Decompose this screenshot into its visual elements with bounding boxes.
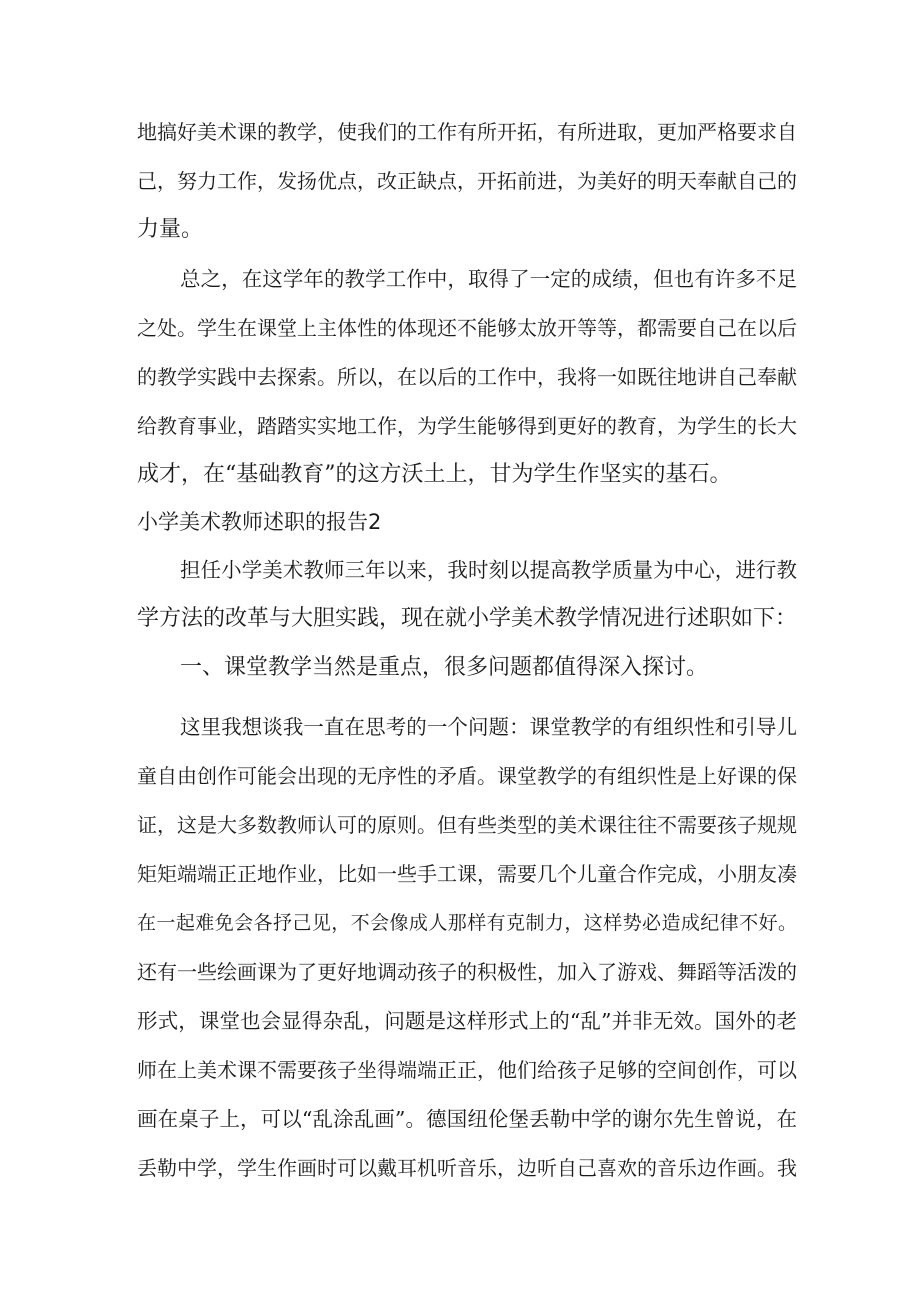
p5-line-3: 证，这是大多数教师认可的原则。但有些类型的美术课往往不需要孩子规规: [137, 813, 797, 837]
p5-line-9: 画在桌子上，可以“乱涂乱画”。德国纽伦堡丢勒中学的谢尔先生曾说，在: [137, 1107, 797, 1131]
p5-line-5: 在一起难免会各抒己见，不会像成人那样有克制力，这样势必造成纪律不好。: [137, 912, 797, 934]
p5-line-4: 矩矩端端正正地作业，比如一些手工课，需要几个儿童合作完成，小朋友凑: [137, 862, 797, 886]
p5-line-8: 师在上美术课不需要孩子坐得端端正正，他们给孩子足够的空间创作，可以: [137, 1058, 797, 1082]
p2-line-1: 总之，在这学年的教学工作中，取得了一定的成绩，但也有许多不足: [180, 267, 797, 291]
p3-line-1: 担任小学美术教师三年以来，我时刻以提高教学质量为中心，进行教: [180, 558, 797, 582]
p5-line-7: 形式，课堂也会显得杂乱，问题是这样形式上的“乱”并非无效。国外的老: [137, 1009, 797, 1033]
p5-line-6: 还有一些绘画课为了更好地调动孩子的积极性，加入了游戏、舞蹈等活泼的: [137, 960, 797, 984]
p4-line-1: 一、课堂教学当然是重点，很多问题都值得深入探讨。: [180, 655, 709, 680]
p2-line-2: 之处。学生在课堂上主体性的体现还不能够太放开等等，都需要自己在以后: [137, 316, 797, 340]
p3-line-2: 学方法的改革与大胆实践，现在就小学美术教学情况进行述职如下：: [137, 606, 798, 631]
p1-line-2: 己，努力工作，发扬优点，改正缺点，开拓前进，为美好的明天奉献自己的: [137, 169, 797, 193]
p1-line-3: 力量。: [137, 217, 204, 242]
p2-line-5: 成才，在“基础教育”的这方沃土上，甘为学生作坚实的基石。: [137, 462, 732, 487]
section-heading: 小学美术教师述职的报告2: [137, 510, 382, 534]
p5-line-1: 这里我想谈我一直在思考的一个问题：课堂教学的有组织性和引导儿: [180, 715, 797, 739]
p2-line-4: 给教育事业，踏踏实实地工作，为学生能够得到更好的教育，为学生的长大: [137, 414, 797, 438]
p2-line-3: 的教学实践中去探索。所以，在以后的工作中，我将一如既往地讲自己奉献: [137, 365, 797, 389]
p5-line-10: 丢勒中学，学生作画时可以戴耳机听音乐，边听自己喜欢的音乐边作画。我: [137, 1156, 797, 1180]
p1-line-1: 地搞好美术课的教学，使我们的工作有所开拓，有所进取，更加严格要求自: [137, 120, 797, 144]
p5-line-2: 童自由创作可能会出现的无序性的矛盾。课堂教学的有组织性是上好课的保: [137, 764, 797, 788]
